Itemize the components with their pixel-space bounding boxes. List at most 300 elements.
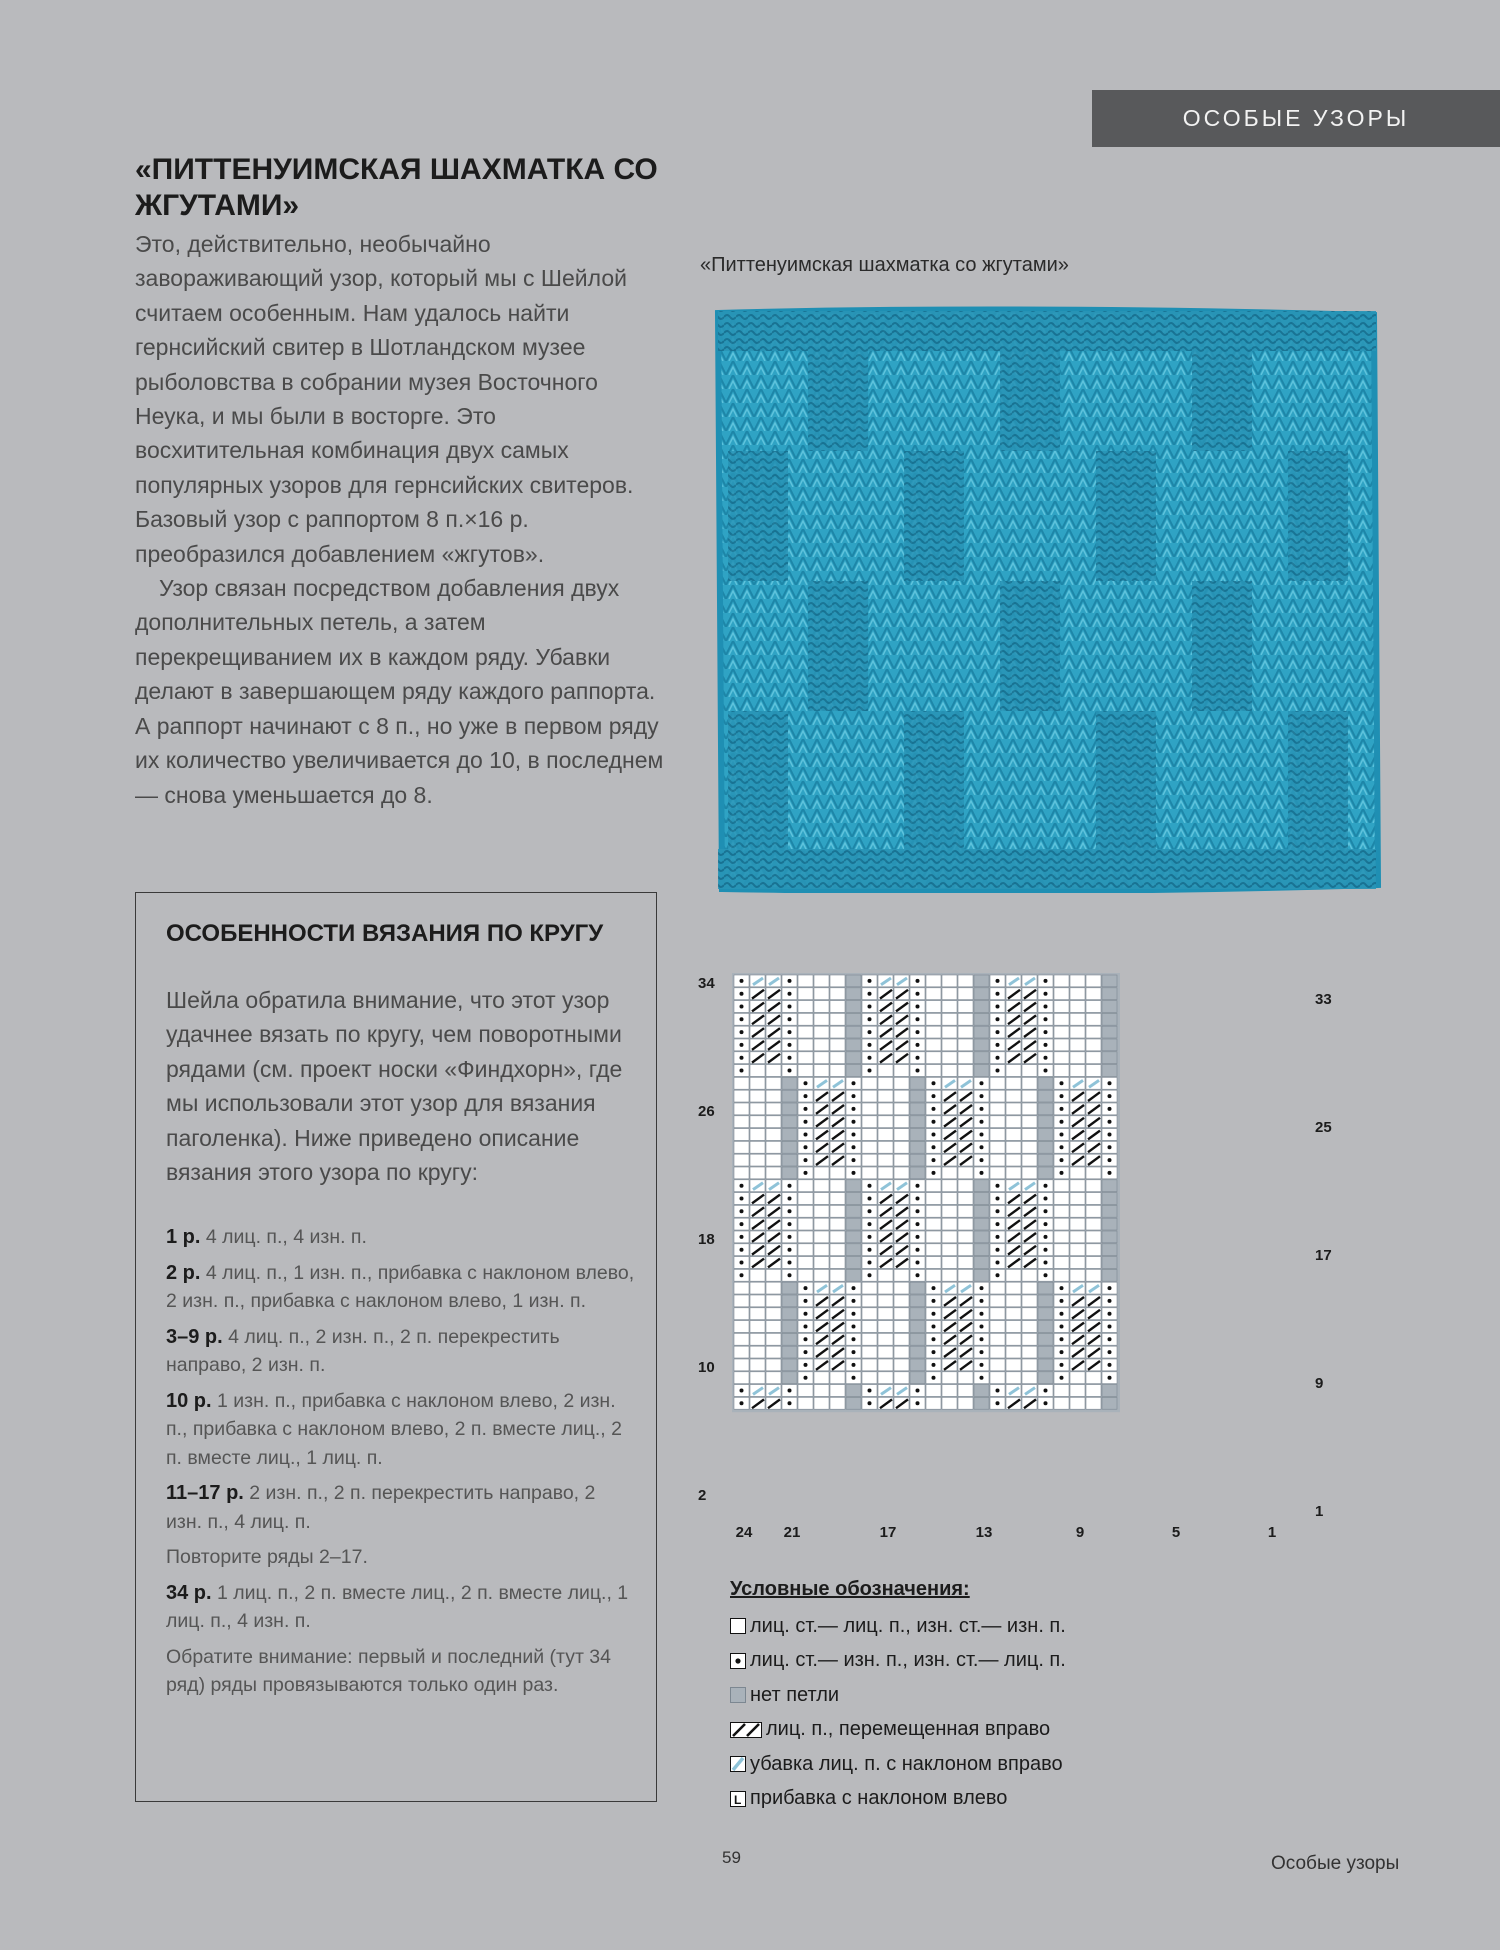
chart-cell	[862, 1077, 877, 1089]
chart-cell	[814, 1013, 829, 1025]
chart-cell	[942, 1193, 957, 1205]
chart-cell	[782, 1077, 797, 1089]
chart-cell	[750, 1333, 765, 1345]
chart-cell	[734, 1154, 749, 1166]
chart-cell	[1086, 1167, 1101, 1179]
chart-cell	[942, 1218, 957, 1230]
chart-cell	[766, 1308, 781, 1320]
article-intro	[135, 227, 670, 812]
chart-cell	[782, 1282, 797, 1294]
chart-cell	[958, 1205, 973, 1217]
chart-cell	[1102, 1039, 1117, 1051]
chart-cell	[942, 1372, 957, 1384]
chart-cell	[942, 1052, 957, 1064]
purl-dot	[1044, 1222, 1048, 1226]
chart-cell	[942, 1065, 957, 1077]
purl-dot	[740, 1401, 744, 1405]
chart-cell	[1006, 1359, 1021, 1371]
purl-dot	[740, 1017, 744, 1021]
chart-cell	[974, 1052, 989, 1064]
chart-cell	[1022, 1154, 1037, 1166]
chart-cell	[1054, 1013, 1069, 1025]
chart-cell	[974, 1231, 989, 1243]
chart-cell	[1022, 1295, 1037, 1307]
purl-dot	[1060, 1299, 1064, 1303]
chart-cell	[910, 1372, 925, 1384]
chart-cell	[958, 988, 973, 1000]
purl-dot	[804, 1171, 808, 1175]
purl-dot	[996, 1069, 1000, 1073]
chart-cell	[830, 1001, 845, 1013]
chart-cell	[846, 988, 861, 1000]
chart-cell	[1054, 1026, 1069, 1038]
chart-cell	[814, 1205, 829, 1217]
purl-dot	[740, 1235, 744, 1239]
knitting-chart	[692, 965, 1342, 1550]
purl-dot	[1060, 1133, 1064, 1137]
chart-cell	[1070, 1372, 1085, 1384]
chart-cell	[862, 1141, 877, 1153]
row-instruction: 1 р. 4 лиц. п., 4 изн. п.	[166, 1226, 367, 1248]
chart-cell	[1102, 1257, 1117, 1269]
chart-cell	[734, 1141, 749, 1153]
purl-dot	[868, 1017, 872, 1021]
chart-cell	[1054, 1193, 1069, 1205]
chart-cell	[1086, 1257, 1101, 1269]
chart-cell	[1022, 1116, 1037, 1128]
chart-cell	[782, 1103, 797, 1115]
purl-dot	[932, 1312, 936, 1316]
purl-dot	[788, 1209, 792, 1213]
chart-cell	[894, 1346, 909, 1358]
purl-dot	[980, 1081, 984, 1085]
purl-dot	[980, 1312, 984, 1316]
chart-cell	[1102, 1269, 1117, 1281]
purl-dot	[1060, 1337, 1064, 1341]
chart-cell	[734, 1333, 749, 1345]
knitting-chart-svg	[692, 965, 1342, 1545]
purl-dot	[740, 1261, 744, 1265]
chart-cell	[1102, 1065, 1117, 1077]
purl-dot	[1108, 1145, 1112, 1149]
purl-dot	[996, 1030, 1000, 1034]
chart-cell	[798, 1244, 813, 1256]
purl-dot	[788, 1197, 792, 1201]
chart-cell	[846, 1039, 861, 1051]
purl-dot	[1044, 1005, 1048, 1009]
grey-square-icon	[730, 1687, 746, 1703]
purl-dot	[996, 1209, 1000, 1213]
chart-cell	[958, 1397, 973, 1409]
knit-swatch-photo	[712, 305, 1385, 893]
purl-dot	[932, 1286, 936, 1290]
purl-dot	[804, 1363, 808, 1367]
purl-dot	[1060, 1376, 1064, 1380]
chart-cell	[862, 1282, 877, 1294]
chart-cell	[878, 1116, 893, 1128]
chart-cell	[846, 1193, 861, 1205]
chart-cell	[846, 1052, 861, 1064]
chart-cell	[798, 1257, 813, 1269]
chart-cell	[942, 988, 957, 1000]
purl-dot	[1108, 1171, 1112, 1175]
purl-dot	[740, 1069, 744, 1073]
chart-cell	[926, 1065, 941, 1077]
chart-cell	[782, 1116, 797, 1128]
chart-cell	[1006, 1103, 1021, 1115]
purl-dot	[1044, 1197, 1048, 1201]
purl-dot	[852, 1312, 856, 1316]
chart-cell	[894, 1308, 909, 1320]
chart-cell	[1054, 975, 1069, 987]
chart-cell	[750, 1167, 765, 1179]
chart-cell	[750, 1154, 765, 1166]
box-title: ОСОБЕННОСТИ ВЯЗАНИЯ ПО КРУГУ	[166, 920, 604, 947]
chart-cell	[1102, 1001, 1117, 1013]
purl-dot	[1108, 1350, 1112, 1354]
chart-cell	[830, 1065, 845, 1077]
chart-cell	[1070, 1193, 1085, 1205]
purl-dot	[788, 979, 792, 983]
purl-dot	[916, 1184, 920, 1188]
chart-cell	[1038, 1141, 1053, 1153]
purl-dot	[1060, 1107, 1064, 1111]
chart-cell	[894, 1333, 909, 1345]
purl-dot	[932, 1171, 936, 1175]
chart-cell	[846, 1065, 861, 1077]
purl-dot	[980, 1094, 984, 1098]
chart-cell	[990, 1282, 1005, 1294]
row-label: 17	[1315, 1247, 1332, 1264]
chart-cell	[1022, 1065, 1037, 1077]
purl-dot	[868, 1235, 872, 1239]
chart-cell	[990, 1321, 1005, 1333]
chart-cell	[750, 1103, 765, 1115]
purl-dot	[916, 1235, 920, 1239]
chart-cell	[734, 1321, 749, 1333]
purl-dot	[868, 1389, 872, 1393]
chart-cell	[1006, 1333, 1021, 1345]
chart-cell	[830, 1231, 845, 1243]
chart-cell	[798, 975, 813, 987]
row-label: 34	[698, 975, 715, 992]
chart-cell	[1006, 1077, 1021, 1089]
purl-dot	[852, 1171, 856, 1175]
chart-cell	[990, 1359, 1005, 1371]
purl-dot	[868, 1273, 872, 1277]
chart-cell	[958, 1167, 973, 1179]
chart-cell	[926, 1218, 941, 1230]
chart-cell	[1086, 1385, 1101, 1397]
chart-cell	[1022, 1346, 1037, 1358]
chart-cell	[878, 1308, 893, 1320]
chart-cell	[926, 1231, 941, 1243]
purl-dot	[1044, 1056, 1048, 1060]
purl-dot	[740, 1209, 744, 1213]
chart-cell	[1038, 1167, 1053, 1179]
svg-text:L: L	[734, 1792, 742, 1807]
chart-cell	[926, 1257, 941, 1269]
chart-cell	[830, 1052, 845, 1064]
row-instruction: Обратите внимание: первый и последний (тут 34 ряд) ряды провязываются только один раз.	[166, 1645, 611, 1696]
purl-dot	[804, 1312, 808, 1316]
purl-dot	[868, 1401, 872, 1405]
chart-cell	[926, 1013, 941, 1025]
chart-cell	[1006, 1346, 1021, 1358]
chart-cell	[878, 1167, 893, 1179]
chart-cell	[1038, 1333, 1053, 1345]
chart-cell	[1086, 1269, 1101, 1281]
chart-cell	[1038, 1308, 1053, 1320]
chart-cell	[926, 1001, 941, 1013]
chart-cell	[1102, 988, 1117, 1000]
row-label: 2	[698, 1487, 707, 1504]
chart-cell	[750, 1090, 765, 1102]
chart-cell	[830, 1372, 845, 1384]
chart-cell	[766, 1065, 781, 1077]
chart-cell	[830, 1385, 845, 1397]
purl-dot	[804, 1120, 808, 1124]
chart-cell	[974, 1065, 989, 1077]
chart-cell	[782, 1372, 797, 1384]
purl-dot	[1044, 1261, 1048, 1265]
chart-cell	[942, 1205, 957, 1217]
chart-cell	[910, 1103, 925, 1115]
chart-cell	[814, 1001, 829, 1013]
legend-item: лиц. п., перемещенная вправо	[730, 1713, 1066, 1748]
row-label: 26	[698, 1103, 715, 1120]
chart-cell	[958, 1257, 973, 1269]
chart-cell	[1022, 1167, 1037, 1179]
chart-cell	[1070, 1013, 1085, 1025]
chart-cell	[1022, 1359, 1037, 1371]
chart-cell	[990, 1308, 1005, 1320]
chart-cell	[1022, 1282, 1037, 1294]
purl-dot	[1108, 1286, 1112, 1290]
chart-cell	[1038, 1103, 1053, 1115]
chart-cell	[862, 1308, 877, 1320]
purl-dot	[852, 1325, 856, 1329]
chart-cell	[846, 1244, 861, 1256]
blue-slash-icon	[730, 1756, 746, 1772]
purl-dot	[996, 1017, 1000, 1021]
chart-cell	[846, 1231, 861, 1243]
purl-dot	[852, 1363, 856, 1367]
purl-dot	[868, 1184, 872, 1188]
chart-cell	[1070, 1065, 1085, 1077]
purl-dot	[1060, 1145, 1064, 1149]
chart-cell	[910, 1282, 925, 1294]
chart-cell	[1038, 1321, 1053, 1333]
chart-cell	[1038, 1154, 1053, 1166]
chart-cell	[1006, 1269, 1021, 1281]
chart-cell	[1006, 1090, 1021, 1102]
chart-cell	[830, 975, 845, 987]
chart-cell	[942, 1257, 957, 1269]
chart-cell	[958, 1372, 973, 1384]
legend-title: Условные обозначения:	[730, 1578, 970, 1600]
chart-cell	[1022, 1090, 1037, 1102]
chart-cell	[734, 1129, 749, 1141]
chart-cell	[910, 1346, 925, 1358]
chart-cell	[1070, 1257, 1085, 1269]
chart-cell	[926, 1052, 941, 1064]
purl-dot	[788, 1005, 792, 1009]
purl-dot	[740, 1056, 744, 1060]
chart-cell	[990, 1090, 1005, 1102]
chart-cell	[1006, 1372, 1021, 1384]
purl-dot	[996, 1273, 1000, 1277]
purl-dot	[996, 979, 1000, 983]
row-label: 1	[1315, 1503, 1324, 1520]
chart-cell	[782, 1154, 797, 1166]
purl-dot	[996, 1043, 1000, 1047]
chart-cell	[894, 1295, 909, 1307]
chart-cell	[990, 1116, 1005, 1128]
stitch-label: 13	[975, 1524, 993, 1541]
purl-dot	[740, 1043, 744, 1047]
chart-cell	[1006, 1321, 1021, 1333]
purl-dot	[980, 1376, 984, 1380]
purl-dot	[1060, 1312, 1064, 1316]
purl-dot	[1108, 1363, 1112, 1367]
chart-cell	[830, 1218, 845, 1230]
chart-legend	[730, 1578, 1066, 1816]
chart-cell	[798, 1065, 813, 1077]
chart-cell	[990, 1103, 1005, 1115]
purl-dot	[740, 979, 744, 983]
chart-cell	[942, 1269, 957, 1281]
chart-cell	[1070, 1167, 1085, 1179]
purl-dot	[1108, 1337, 1112, 1341]
chart-cell	[1102, 1385, 1117, 1397]
purl-dot	[1060, 1363, 1064, 1367]
chart-cell	[814, 1065, 829, 1077]
chart-cell	[766, 1116, 781, 1128]
chart-cell	[1086, 1180, 1101, 1192]
chart-cell	[782, 1359, 797, 1371]
chart-cell	[750, 1077, 765, 1089]
chart-cell	[974, 1013, 989, 1025]
chart-cell	[990, 1141, 1005, 1153]
chart-cell	[862, 1090, 877, 1102]
chart-cell	[1070, 1026, 1085, 1038]
purl-dot	[980, 1145, 984, 1149]
chart-cell	[878, 1090, 893, 1102]
purl-dot	[788, 1389, 792, 1393]
chart-cell	[910, 1154, 925, 1166]
purl-dot	[1044, 1184, 1048, 1188]
chart-cell	[990, 1077, 1005, 1089]
chart-cell	[958, 1269, 973, 1281]
chart-cell	[910, 1333, 925, 1345]
purl-dot	[916, 1401, 920, 1405]
chart-cell	[894, 1282, 909, 1294]
chart-cell	[766, 1129, 781, 1141]
purl-dot	[1108, 1133, 1112, 1137]
chart-cell	[1054, 1397, 1069, 1409]
l-square-icon	[730, 1791, 746, 1807]
chart-cell	[766, 1295, 781, 1307]
stitch-label: 24	[735, 1524, 753, 1541]
chart-cell	[878, 1282, 893, 1294]
chart-cell	[734, 1077, 749, 1089]
purl-dot	[1044, 992, 1048, 996]
chart-cell	[766, 1282, 781, 1294]
purl-dot	[916, 1017, 920, 1021]
purl-dot	[1060, 1081, 1064, 1085]
purl-dot	[916, 1056, 920, 1060]
purl-dot	[788, 1401, 792, 1405]
purl-dot	[852, 1350, 856, 1354]
chart-cell	[1006, 1308, 1021, 1320]
purl-dot	[980, 1171, 984, 1175]
chart-cell	[990, 1333, 1005, 1345]
purl-dot	[932, 1363, 936, 1367]
chart-cell	[1022, 1129, 1037, 1141]
row-instruction: 2 р. 4 лиц. п., 1 изн. п., прибавка с наклоном влево, 2 изн. п., прибавка с наклоном влево, 1 изн. п.	[166, 1261, 635, 1312]
legend-item: лиц. ст.— изн. п., изн. ст.— лиц. п.	[730, 1644, 1066, 1679]
chart-cell	[1038, 1359, 1053, 1371]
purl-dot	[932, 1350, 936, 1354]
chart-cell	[734, 1346, 749, 1358]
purl-dot	[916, 1248, 920, 1252]
purl-dot	[916, 1030, 920, 1034]
chart-cell	[1006, 1141, 1021, 1153]
purl-dot	[932, 1145, 936, 1149]
legend-item: лиц. ст.— лиц. п., изн. ст.— изн. п.	[730, 1609, 1066, 1644]
purl-dot	[916, 1043, 920, 1047]
chart-cell	[862, 1129, 877, 1141]
purl-dot	[996, 1235, 1000, 1239]
chart-cell	[974, 988, 989, 1000]
purl-dot	[1060, 1158, 1064, 1162]
row-instructions	[166, 1223, 636, 1707]
purl-dot	[932, 1094, 936, 1098]
chart-cell	[958, 1218, 973, 1230]
purl-dot	[980, 1133, 984, 1137]
chart-cell	[1102, 1244, 1117, 1256]
chart-cell	[958, 1026, 973, 1038]
stitch-label: 9	[1075, 1524, 1085, 1541]
chart-cell	[830, 1205, 845, 1217]
purl-dot	[932, 1325, 936, 1329]
purl-dot	[916, 1273, 920, 1277]
chart-cell	[814, 1372, 829, 1384]
chart-cell	[1054, 1244, 1069, 1256]
chart-cell	[1006, 1154, 1021, 1166]
chart-cell	[1022, 1141, 1037, 1153]
chart-cell	[974, 1269, 989, 1281]
chart-cell	[1054, 1065, 1069, 1077]
chart-cell	[974, 1039, 989, 1051]
chart-cell	[1086, 1193, 1101, 1205]
chart-cell	[862, 1346, 877, 1358]
chart-cell	[782, 1308, 797, 1320]
chart-cell	[1102, 1193, 1117, 1205]
chart-cell	[990, 1295, 1005, 1307]
chart-cell	[734, 1116, 749, 1128]
row-instruction: 10 р. 1 изн. п., прибавка с наклоном влево, 2 изн. п., прибавка с наклоном влево, 2 п. вместе лиц., 2 п. вместе лиц., 1 лиц. п.	[166, 1389, 622, 1469]
chart-cell	[814, 1052, 829, 1064]
chart-cell	[878, 1333, 893, 1345]
chart-cell	[782, 1141, 797, 1153]
chart-cell	[958, 1231, 973, 1243]
chart-cell	[1038, 1077, 1053, 1089]
chart-cell	[1022, 1321, 1037, 1333]
chart-cell	[1086, 1397, 1101, 1409]
chart-cell	[750, 1269, 765, 1281]
